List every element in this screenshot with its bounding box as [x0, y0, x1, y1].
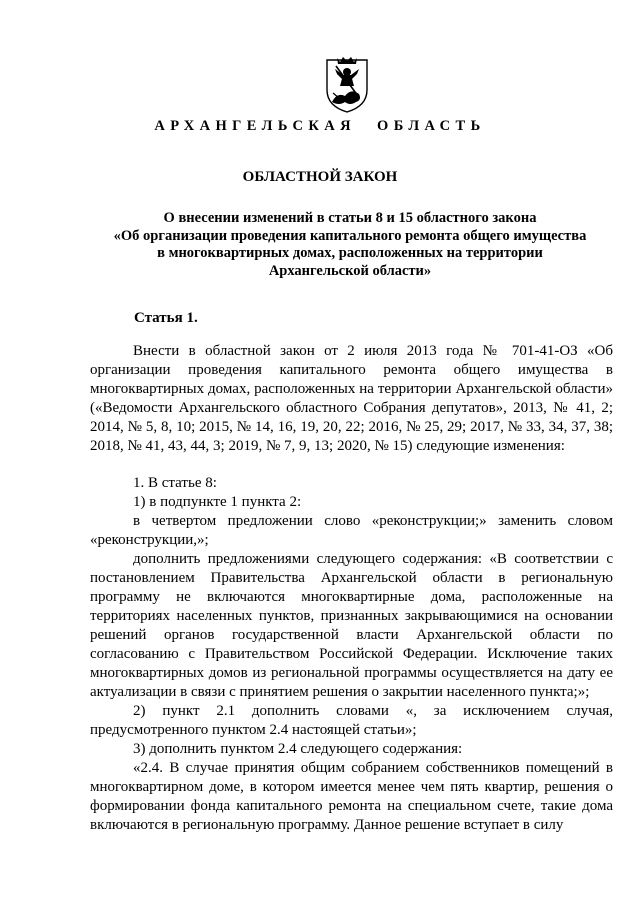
amendment-paragraph: дополнить предложениями следующего содержания: «В соответствии с постановлением Правительства Архангельской области в региональную программу не включаются многоквартирные дома, расположенные на территориях населенных пунктов, признанных закрывающимися на основании решений органов государственной власти Архангельской области по согласованию с Правительством Российской Федерации. Исключение таких многоквартирных домов из региональной программы осуществляется на дату ее актуализации в связи с принятием решения о закрытии населенного пункта;»; [90, 551, 613, 700]
amendment-paragraph: «2.4. В случае принятия общим собранием собственников помещений в многоквартирном доме, в котором имеется менее чем пять квартир, решения о формировании фонда капитального ремонта на специальном счете, такие дома включаются в региональную программу. Данное решение вступает в силу [90, 760, 613, 833]
coat-of-arms-icon [323, 56, 371, 114]
law-title-line: О внесении изменений в статьи 8 и 15 областного закона [163, 210, 537, 226]
document-type: ОБЛАСТНОЙ ЗАКОН [242, 169, 398, 185]
article-intro: Внести в областной закон от 2 июля 2013 года № 701-41-ОЗ «Об организации проведения капитального ремонта общего имущества в многоквартирных домах, расположенных на территории Архангельской области» («Ведомости Архангельского областного Собрания депутатов», 2013, № 41, 2; 2014, № 5, 8, 10; 2015, № 14, 16, 19, 20, 22; 2016, № 25, 29; 2017, № 33, 34, 37, 38; 2018, № 41, 43, 44, 3; 2019, № 7, 9, 13; 2020, № 15) следующие изменения: [90, 343, 613, 454]
amendment-paragraph: 1) в подпункте 1 пункта 2: [133, 494, 302, 510]
law-title-line: «Об организации проведения капитального ремонта общего имущества [113, 227, 587, 244]
article-heading: Статья 1. [134, 310, 198, 326]
amendment-paragraph: 2) пункт 2.1 дополнить словами «, за исключением случая, предусмотренного пунктом 2.4 настоящей статьи»; [90, 703, 613, 738]
amendment-paragraph: в четвертом предложении слово «реконструкции;» заменить словом «реконструкции,»; [90, 513, 613, 548]
law-title [80, 210, 620, 280]
law-title-line: в многоквартирных домах, расположенных на территории [157, 245, 543, 261]
law-title-line: Архангельской области» [268, 262, 432, 279]
amendment-paragraph: 1. В статье 8: [133, 475, 217, 491]
article-body [90, 342, 613, 835]
amendment-paragraph: 3) дополнить пунктом 2.4 следующего содержания: [133, 741, 463, 757]
region-name: АРХАНГЕЛЬСКАЯ ОБЛАСТЬ [154, 118, 486, 134]
